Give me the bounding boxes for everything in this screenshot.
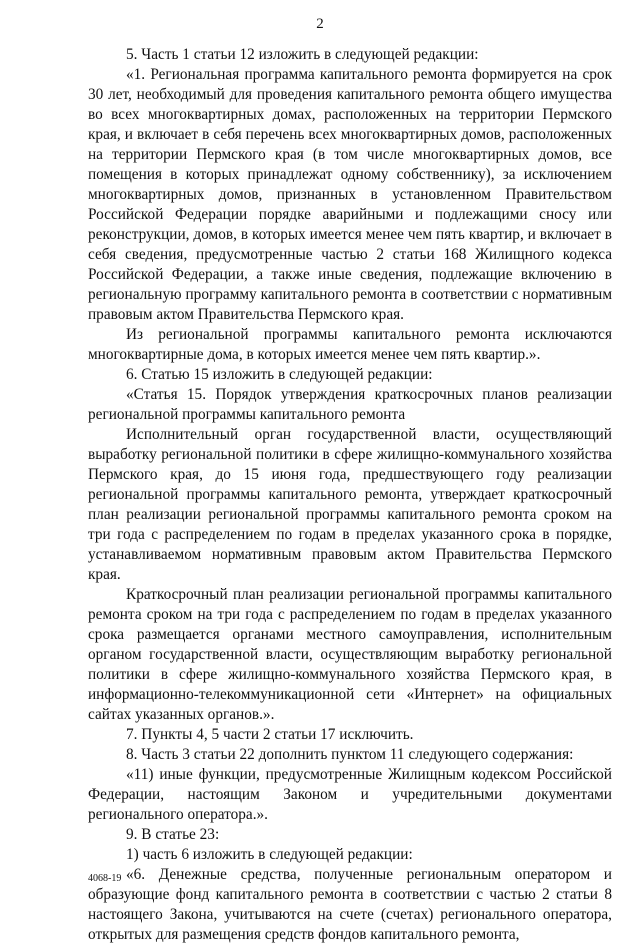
paragraph: Краткосрочный план реализации региональной программы капитального ремонта сроком на три года с распределением по годам в пределах указанного срока размещается органами местного самоуправления, исполнительным органом государственной власти, осуществляющим выработку региональной политики в сфере жилищно-коммунального хозяйства Пермского края, в информационно-телекоммуникационной сети «Интернет» на официальных сайтах указанных органов.». (88, 586, 612, 723)
paragraph: «11) иные функции, предусмотренные Жилищным кодексом Российской Федерации, настоящим Законом и учредительными документами регионального оператора.». (88, 766, 612, 823)
page-number: 2 (316, 16, 324, 32)
paragraph: 5. Часть 1 статьи 12 изложить в следующей редакции: (126, 46, 479, 63)
document-body (88, 45, 612, 945)
paragraph: 7. Пункты 4, 5 части 2 статьи 17 исключить. (126, 726, 414, 743)
paragraph: 6. Статью 15 изложить в следующей редакции: (126, 366, 433, 383)
paragraph: «6. Денежные средства, полученные региональным оператором и образующие фонд капитального ремонта в соответствии с частью 2 статьи 8 настоящего Закона, учитываются на счете (счетах) регионального оператора, открытых для размещения средств фондов капитального ремонта, (88, 866, 612, 943)
paragraph: 9. В статье 23: (126, 826, 220, 843)
paragraph: «1. Региональная программа капитального ремонта формируется на срок 30 лет, необходимый для проведения капитального ремонта общего имущества во всех многоквартирных домах, расположенных на территории Пермского края, и включает в себя перечень всех многоквартирных домов, расположенных на территории Пермского края (в том числе многоквартирных домов, все помещения в которых принадлежат одному собственнику), за исключением многоквартирных домов, признанных в установленном Правительством Российской Федерации порядке аварийными и подлежащими сносу или реконструкции, домов, в которых имеется менее чем пять квартир, и включает в себя сведения, предусмотренные частью 2 статьи 168 Жилищного кодекса Российской Федерации, а также иные сведения, подлежащие включению в региональную программу капитального ремонта в соответствии с нормативным правовым актом Правительства Пермского края. (88, 66, 612, 323)
paragraph: Исполнительный орган государственной власти, осуществляющий выработку региональной политики в сфере жилищно-коммунального хозяйства Пермского края, до 15 июня года, предшествующего году реализации региональной программы капитального ремонта, утверждает краткосрочный план реализации региональной программы капитального ремонта сроком на три года с распределением по годам в пределах указанного срока в порядке, устанавливаемом нормативным правовым актом Правительства Пермского края. (88, 426, 612, 583)
paragraph: 1) часть 6 изложить в следующей редакции: (126, 846, 413, 863)
paragraph: «Статья 15. Порядок утверждения краткосрочных планов реализации региональной программы капитального ремонта (88, 386, 612, 423)
paragraph: Из региональной программы капитального ремонта исключаются многоквартирные дома, в которых имеется менее чем пять квартир.». (88, 326, 612, 363)
paragraph: 8. Часть 3 статьи 22 дополнить пунктом 11 следующего содержания: (126, 746, 574, 763)
document-code: 4068-19 (88, 873, 122, 884)
